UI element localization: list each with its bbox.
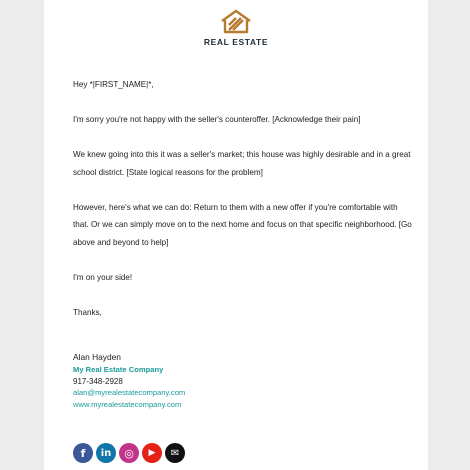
youtube-icon[interactable]: ▶: [142, 443, 162, 463]
house-logo-icon: [219, 8, 253, 34]
greeting: Hey *|FIRST_NAME|*,: [73, 80, 154, 89]
logo: [44, 8, 428, 47]
paragraph-acknowledge: I'm sorry you're not happy with the seller's counteroffer. [Acknowledge their pain]: [73, 115, 361, 124]
paragraph-support: I'm on your side!: [73, 272, 133, 282]
instagram-icon[interactable]: ◎: [119, 443, 139, 463]
signature-phone: 917-348-2928: [73, 376, 123, 386]
signature-name: Alan Hayden: [73, 352, 121, 362]
paragraph-help: However, here's what we can do: Return to them with a new offer if you're comfortable with that. Or we can simply move on to the next home and focus on that specific neighborhood. [Go above and beyond to help]: [73, 202, 412, 247]
email-template: [44, 0, 428, 470]
logo-text: REAL ESTATE: [203, 37, 269, 47]
linkedin-icon[interactable]: in: [96, 443, 116, 463]
signature-email-link[interactable]: alan@myrealestatecompany.com: [73, 388, 186, 398]
email-icon[interactable]: ✉: [165, 443, 185, 463]
social-links: [73, 443, 185, 463]
signature-company-link[interactable]: My Real Estate Company: [73, 364, 164, 374]
paragraph-reasons: We knew going into this it was a seller's market; this house was highly desirable and in a great school district. [State logical reasons for the problem]: [73, 150, 411, 177]
closing: Thanks,: [73, 307, 102, 317]
email-body: [73, 76, 413, 339]
signature: [73, 352, 185, 411]
facebook-icon[interactable]: f: [73, 443, 93, 463]
signature-website-link[interactable]: www.myrealestatecompany.com: [73, 400, 182, 410]
